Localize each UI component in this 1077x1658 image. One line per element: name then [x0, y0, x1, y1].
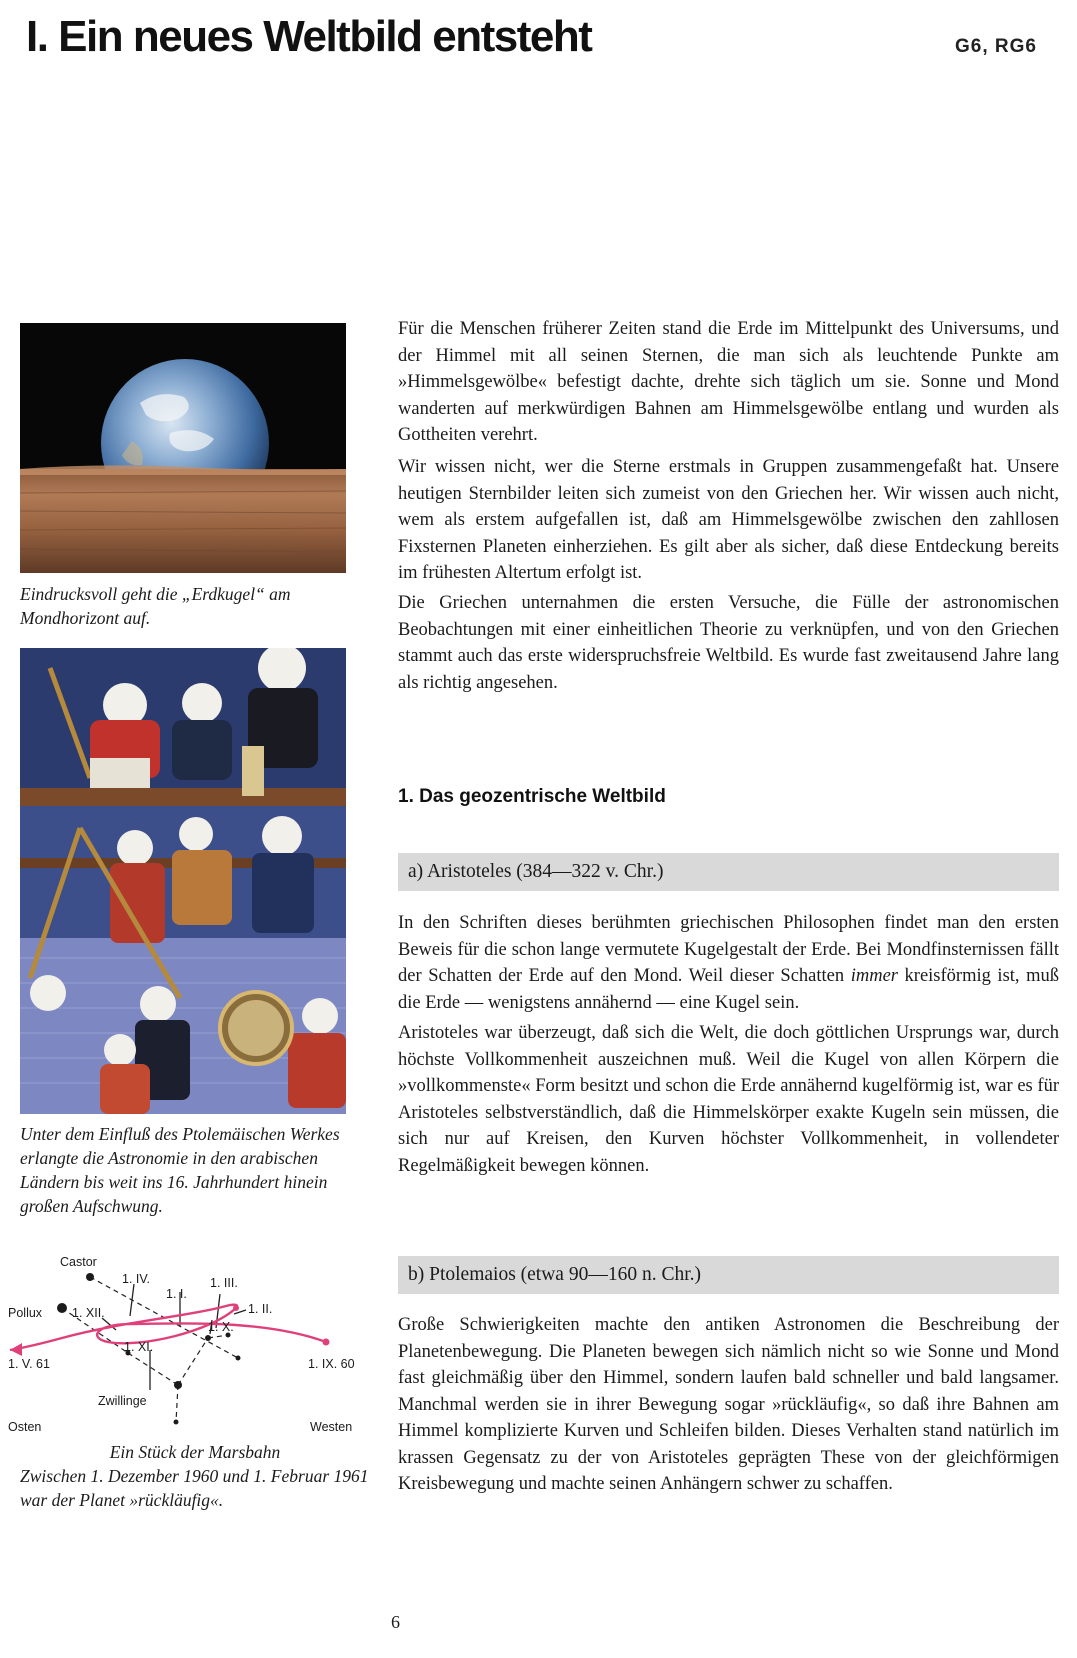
section-heading-geozentrisch: 1. Das geozentrische Weltbild — [398, 786, 666, 807]
astronomers-miniature — [20, 648, 346, 1114]
label-date-1-xii: 1. XII. — [72, 1306, 105, 1320]
label-westen: Westen — [310, 1420, 353, 1434]
mars-caption: Zwischen 1. Dezember 1960 und 1. Februar 1961 war der Planet »rückläufig«. — [20, 1466, 369, 1510]
label-date-1-xi: 1. XI. — [124, 1340, 154, 1354]
label-date-1-x: 1. X. — [208, 1320, 234, 1334]
aristoteles-paragraph-1 — [398, 910, 1059, 1016]
astronomers-caption: Unter dem Einfluß des Ptolemäischen Werkes erlangte die Astronomie in den arabischen Ländern bis weit ins 16. Jahrhundert hinein großen Aufschwung. — [20, 1124, 340, 1216]
label-castor: Castor — [60, 1255, 97, 1269]
intro-paragraph-2: Wir wissen nicht, wer die Sterne erstmals in Gruppen zusammengefaßt hat. Unsere heutigen Sternbilder leiten sich zumeist von den Griechen her. Wir wissen auch nicht, wem als erstem aufgefallen ist, daß am Himmelsgewölbe zwischen den zahllosen Fixsternen Planeten einherziehen. Es gilt aber als sicher, daß diese Entdeckung bereits im frühesten Altertum erfolgt ist. — [398, 457, 1059, 583]
mars-caption-title: Ein Stück der Marsbahn — [109, 1442, 281, 1462]
chapter-title: I. Ein neues Weltbild entsteht — [26, 12, 592, 61]
ptolemaios-paragraph-1: Große Schwierigkeiten machte den antiken Astronomen die Beschreibung der Planetenbewegung. Die Planeten bewegen sich nämlich nicht so wie Sonne und Mond fast gleichmäßig über den Himmel, sondern laufen bald schneller und bald langsamer. Manchmal werden sie in ihrer Bewegung sogar »rückläufig«, so daß ihre Bahnen am Himmel komplizierte Kurven und Schleifen bilden. Dieses Verhalten stand natürlich im krassen Gegensatz zu der von Aristoteles geprägten These von der gleichförmigen Kreisbewegung und machte seinen Anhängern schwer zu schaffen. — [398, 1315, 1059, 1494]
label-date-1-ii: 1. II. — [248, 1302, 273, 1316]
intro-paragraph-1: Für die Menschen früherer Zeiten stand die Erde im Mittelpunkt des Universums, und der Himmel mit all seinen Sternen, die man sich als leuchtende Punkte am »Himmelsgewölbe« befestigt dachte, drehte sich täglich um sie. Sonne und Mond wanderten auf merkwürdigen Bahnen am Himmelsgewölbe entlang und wurden als Gottheiten verehrt. — [398, 319, 1059, 445]
label-date-1-i: 1. I. — [166, 1287, 187, 1301]
label-pollux: Pollux — [8, 1306, 43, 1320]
mars-path-diagram — [0, 1250, 370, 1438]
label-date-1-iii: 1. III. — [210, 1276, 238, 1290]
chapter-code: G6, RG6 — [955, 36, 1037, 57]
aristoteles-paragraph-2: Aristoteles war überzeugt, daß sich die Welt, die doch göttlichen Ursprungs war, durch höchste Vollkommenheit auszeichnen muß. Weil die Kugel von allen Körpern die »vollkommenste« Form besitzt und schon die Erde annähernd kugelförmig ist, war es für Aristoteles selbstverständlich, daß die Himmelskörper exakte Kugeln sein müssen, die sich nur auf Kreisen, den Kurven höchster Vollkommenheit, in vollendeter Regelmäßigkeit bewegen können. — [398, 1023, 1059, 1176]
aristoteles-p1-text-a: In den Schriften dieses berühmten griechischen Philosophen findet man den ersten Beweis für die schon lange vermutete Kugelgestalt der Erde. Bei Mondfinsternissen fällt der Schatten der Erde auf den Mond. Weil dieser Schatten — [398, 913, 1059, 986]
subsection-ptolemaios: b) Ptolemaios (etwa 90—160 n. Chr.) — [398, 1256, 1059, 1294]
earthrise-photo — [20, 323, 346, 573]
aristoteles-p1-text-b: kreisförmig ist, muß die Erde — wenigstens annähernd — eine Kugel sein. — [398, 966, 1059, 1013]
aristoteles-p1-emphasis: immer — [850, 966, 898, 986]
label-osten: Osten — [8, 1420, 42, 1434]
label-start-date: 1. V. 61 — [8, 1357, 50, 1371]
label-date-1-iv: 1. IV. — [122, 1272, 151, 1286]
label-zwillinge: Zwillinge — [98, 1394, 147, 1408]
mars-path-line — [10, 1305, 326, 1350]
label-end-date: 1. IX. 60 — [308, 1357, 355, 1371]
subsection-aristoteles: a) Aristoteles (384—322 v. Chr.) — [398, 853, 1059, 891]
intro-paragraph-3: Die Griechen unternahmen die ersten Versuche, die Fülle der astronomischen Beobachtungen mit einer einheitlichen Theorie zu verknüpfen, und von den Griechen stammt auch das erste widerspruchsfreie Weltbild. Es wurde fast zweitausend Jahre lang als richtig angesehen. — [398, 593, 1059, 693]
page-number: 6 — [391, 1612, 400, 1632]
earthrise-caption: Eindrucksvoll geht die „Erdkugel“ am Mondhorizont auf. — [20, 584, 291, 628]
